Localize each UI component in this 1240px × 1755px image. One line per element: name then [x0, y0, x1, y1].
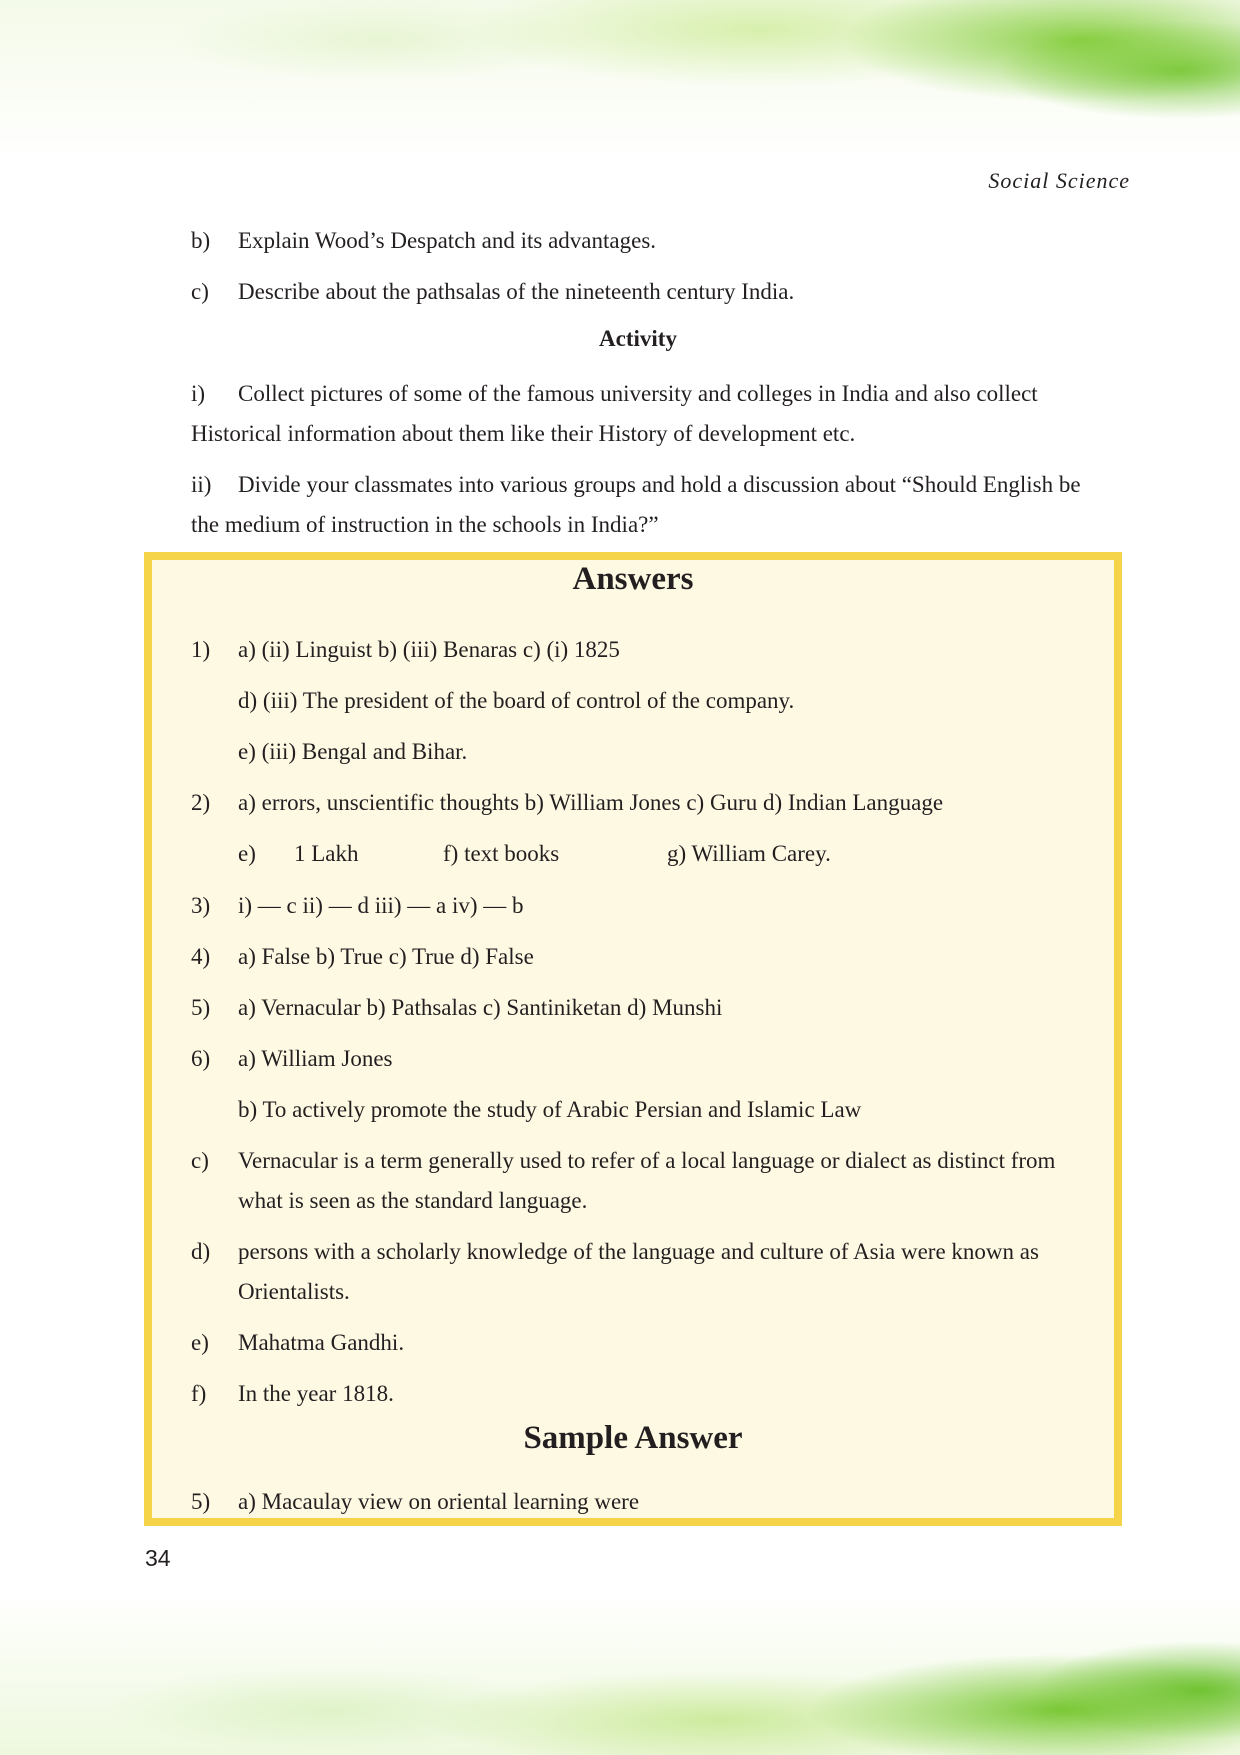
sample-answer-text: a) Macaulay view on oriental learning were: [238, 1489, 640, 1514]
activity-item-2: [191, 465, 1091, 545]
answer-1-label: 1): [191, 637, 211, 662]
question-label-b: b): [191, 228, 211, 253]
answer-2-f-text: f) text books: [443, 841, 560, 866]
answer-d-line1: persons with a scholarly knowledge of the language and culture of Asia were known as: [238, 1239, 1039, 1264]
answer-c-line2: what is seen as the standard language.: [238, 1188, 588, 1213]
answer-c-line1: Vernacular is a term generally used to refer of a local language or dialect as distinct from: [238, 1148, 1056, 1173]
answer-6-line2: b) To actively promote the study of Arabic Persian and Islamic Law: [238, 1097, 862, 1122]
answer-2-g-text: g) William Carey.: [667, 841, 831, 866]
answer-1-line1: a) (ii) Linguist b) (iii) Benaras c) (i) 1825: [238, 637, 620, 662]
answer-6-line1: a) William Jones: [238, 1046, 393, 1071]
activity-heading: Activity: [599, 326, 677, 351]
answer-f-text: In the year 1818.: [238, 1381, 394, 1406]
answer-c-label: c): [191, 1148, 209, 1173]
answer-3-text: i) — c ii) — d iii) — a iv) — b: [238, 893, 524, 918]
activity-item-1: [191, 374, 1091, 454]
answer-f-label: f): [191, 1381, 207, 1406]
answer-2-line1: a) errors, unscientific thoughts b) William Jones c) Guru d) Indian Language: [238, 790, 944, 815]
answer-6-label: 6): [191, 1046, 211, 1071]
activity-item-1-line1: Collect pictures of some of the famous university and colleges in India and also collect: [238, 381, 1038, 406]
answer-e-label: e): [191, 1330, 209, 1355]
answer-4-text: a) False b) True c) True d) False: [238, 944, 534, 969]
page-number: 34: [145, 1545, 171, 1571]
question-label-c: c): [191, 279, 209, 304]
answer-4-label: 4): [191, 944, 211, 969]
answer-2-label: 2): [191, 790, 211, 815]
answer-d-line2: Orientalists.: [238, 1279, 350, 1304]
question-text-c: Describe about the pathsalas of the nineteenth century India.: [238, 279, 795, 304]
answer-1-line3: e) (iii) Bengal and Bihar.: [238, 739, 468, 764]
answer-5-label: 5): [191, 995, 211, 1020]
activity-item-2-line1: Divide your classmates into various groups and hold a discussion about “Should English be: [238, 472, 1081, 497]
activity-item-1-line2: Historical information about them like their History of development etc.: [191, 421, 856, 446]
activity-item-2-label: ii): [191, 472, 212, 497]
answer-1-line2: d) (iii) The president of the board of control of the company.: [238, 688, 795, 713]
answers-heading: Answers: [572, 561, 694, 597]
header-decoration: [0, 0, 1240, 165]
running-header: Social Science: [988, 168, 1130, 193]
sample-answer-label: 5): [191, 1489, 211, 1514]
answer-2-e-text: 1 Lakh: [294, 841, 359, 866]
activity-item-2-line2: the medium of instruction in the schools in India?”: [191, 512, 659, 537]
answer-e-text: Mahatma Gandhi.: [238, 1330, 405, 1355]
answer-5-text: a) Vernacular b) Pathsalas c) Santiniketan d) Munshi: [238, 995, 723, 1020]
answer-3-label: 3): [191, 893, 211, 918]
question-text-b: Explain Wood’s Despatch and its advantages.: [238, 228, 657, 253]
sample-answer-heading: Sample Answer: [523, 1420, 743, 1456]
activity-item-1-label: i): [191, 381, 206, 406]
answer-2-e-label: e): [238, 841, 256, 866]
answer-d-label: d): [191, 1239, 211, 1264]
footer-decoration: [0, 1590, 1240, 1755]
